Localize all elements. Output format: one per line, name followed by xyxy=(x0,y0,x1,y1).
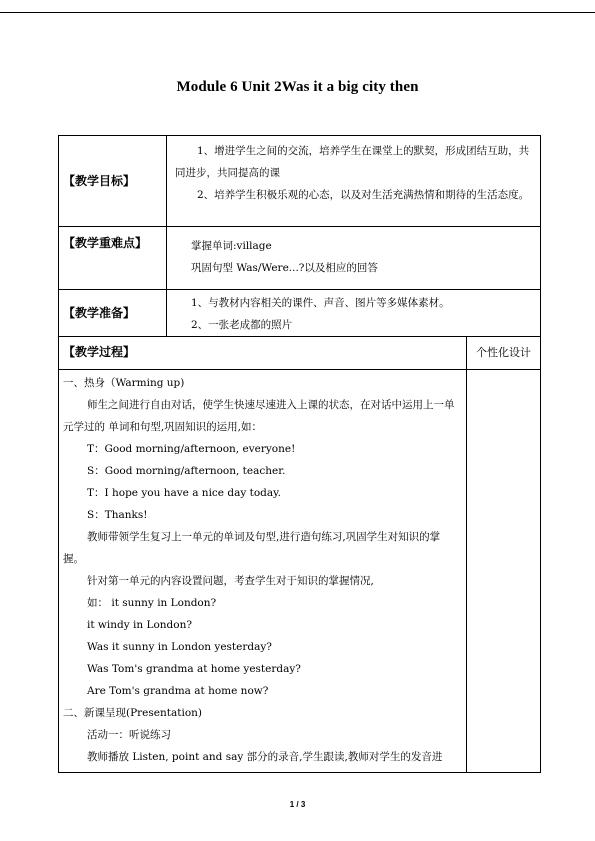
process-line: 活动一：听说练习 xyxy=(87,729,171,741)
header-rule xyxy=(0,12,595,13)
page-number: 1 / 3 xyxy=(289,800,306,809)
process-label: 【教学过程】 xyxy=(59,337,467,370)
goals-row xyxy=(59,136,541,227)
preparation-row xyxy=(59,290,541,337)
process-line: S：Thanks! xyxy=(87,509,148,521)
goals-line-1: 1、增进学生之间的交流，培养学生在课堂上的默契，形成团结互助，共同进步，共同提高的课 xyxy=(175,145,530,179)
goals-content xyxy=(167,136,541,227)
process-line: 教师带领学生复习上一单元的单词及句型,进行造句练习,巩固学生对知识的掌握。 xyxy=(63,531,441,565)
process-line: 二、新课呈现(Presentation) xyxy=(63,707,202,719)
process-line: Are Tom's grandma at home now? xyxy=(87,685,269,697)
process-line: S：Good morning/afternoon, teacher. xyxy=(87,465,286,477)
page-title: Module 6 Unit 2Was it a big city then xyxy=(176,79,419,95)
key-points-line-1: 掌握单词:village xyxy=(191,240,272,252)
key-points-row xyxy=(59,227,541,290)
process-line: 师生之间进行自由对话，使学生快速尽速进入上课的状态，在对话中运用上一单元学过的 单词和句型,巩固知识的运用,如： xyxy=(63,399,455,433)
process-content xyxy=(59,370,467,773)
process-body-row xyxy=(59,370,541,773)
personalized-design-cell xyxy=(467,370,541,773)
goals-label: 【教学目标】 xyxy=(59,136,167,227)
process-line: Was Tom's grandma at home yesterday? xyxy=(87,663,301,675)
process-line: Was it sunny in London yesterday? xyxy=(87,641,272,653)
process-line: 针对第一单元的内容设置问题，考查学生对于知识的掌握情况, xyxy=(87,575,374,587)
preparation-label: 【教学准备】 xyxy=(59,290,167,337)
lesson-plan-table xyxy=(58,135,541,773)
process-line: 一、热身（Warming up) xyxy=(63,377,185,389)
process-line: T：I hope you have a nice day today. xyxy=(87,487,282,499)
key-points-line-2: 巩固句型 Was/Were...?以及相应的回答 xyxy=(191,262,378,274)
personalized-design-label: 个性化设计 xyxy=(467,337,541,370)
process-line: T：Good morning/afternoon, everyone! xyxy=(87,443,296,455)
preparation-line-2: 2、一张老成都的照片 xyxy=(191,319,293,331)
process-line: it windy in London? xyxy=(87,619,192,631)
preparation-content xyxy=(167,290,541,337)
process-header-row xyxy=(59,337,541,370)
process-line: 如： it sunny in London? xyxy=(87,597,217,609)
key-points-content xyxy=(167,227,541,290)
preparation-line-1: 1、与教材内容相关的课件、声音、图片等多媒体素材。 xyxy=(191,297,450,309)
goals-line-2: 2、培养学生积极乐观的心态，以及对生活充满热情和期待的生活态度。 xyxy=(197,189,530,201)
key-points-label: 【教学重难点】 xyxy=(59,227,167,290)
process-line: 教师播放 Listen, point and say 部分的录音,学生跟读,教师对学生的发音进 xyxy=(87,751,443,763)
